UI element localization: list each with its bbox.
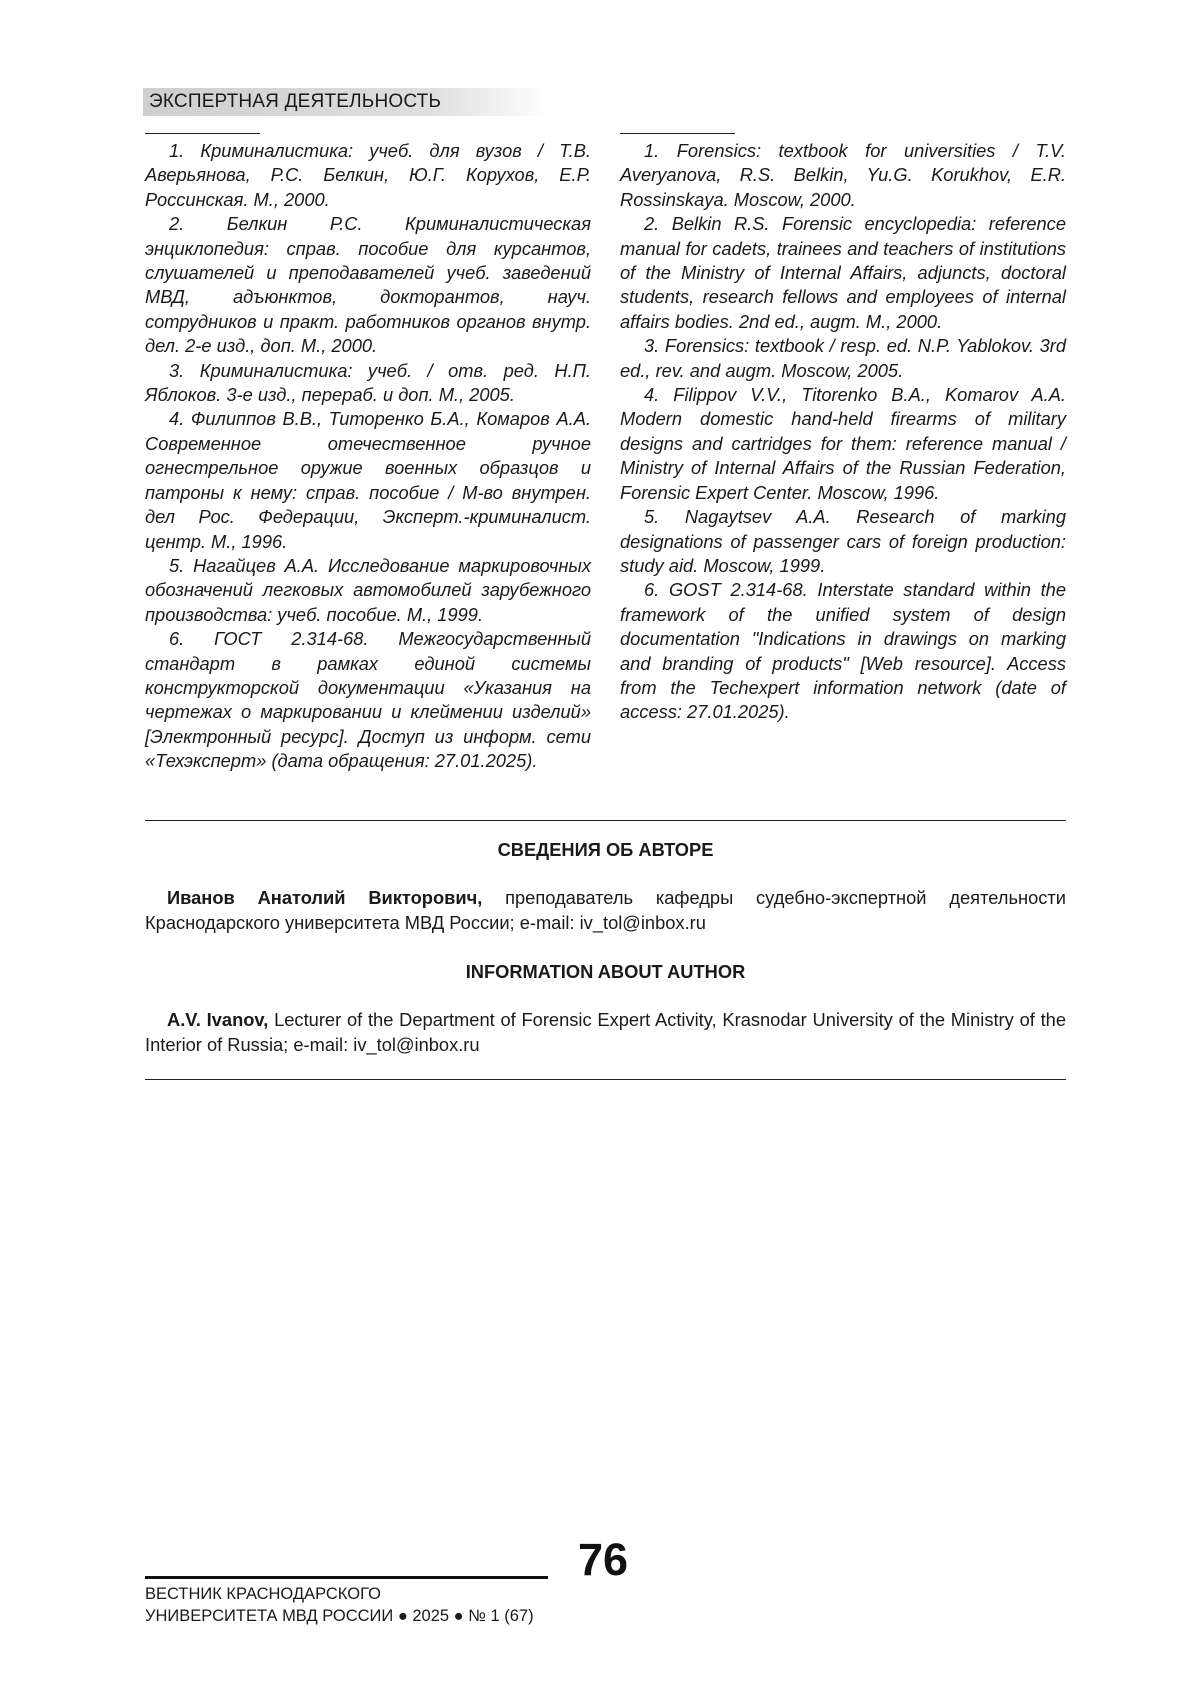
footer-rule xyxy=(145,1576,548,1579)
page-number: 76 xyxy=(578,1534,629,1585)
reference-item: 1. Forensics: textbook for universities / T.V. Averyanova, R.S. Belkin, Yu.G. Korukhov, E.R. Rossinskaya. Moscow, 2000. xyxy=(620,140,1066,210)
reference-item: 2. Белкин Р.С. Криминалистическая энциклопедия: справ. пособие для курсантов, слушателей и преподавателей учеб. заведений МВД, адъюнктов, докторантов, науч. сотрудников и практ. работников органов внутр. дел. 2-е изд., доп. М., 2000. xyxy=(145,213,591,357)
reference-item: 3. Криминалистика: учеб. / отв. ред. Н.П. Яблоков. 3-е изд., перераб. и доп. М., 2005. xyxy=(145,359,591,406)
author-description-russian xyxy=(145,886,1066,935)
author-details-russian: преподаватель кафедры судебно-экспертной деятельности Краснодарского университета МВД России; e-mail: iv_tol@inbox.ru xyxy=(145,887,1066,933)
reference-item: 6. ГОСТ 2.314-68. Межгосударственный стандарт в рамках единой системы конструкторской документации «Указания на чертежах о маркировании и клеймении изделий» [Электронный ресурс]. Доступ из информ. сети «Техэксперт» (дата обращения: 27.01.2025). xyxy=(145,628,591,772)
reference-item: 5. Нагайцев А.А. Исследование маркировочных обозначений легковых автомобилей зарубежного производства: учеб. пособие. М., 1999. xyxy=(145,554,591,625)
section-header xyxy=(143,88,548,116)
reference-item: 2. Belkin R.S. Forensic encyclopedia: reference manual for cadets, trainees and teachers of institutions of the Ministry of Internal Affairs, adjuncts, doctoral students, research fellows and employees of internal affairs bodies. 2nd ed., augm. M., 2000. xyxy=(620,213,1066,332)
reference-item: 4. Filippov V.V., Titorenko B.A., Komarov A.A. Modern domestic hand-held firearms of military designs and cartridges for them: reference manual / Ministry of Internal Affairs of the Russian Federation, Forensic Expert Center. Moscow, 1996. xyxy=(620,384,1066,503)
author-name-english: A.V. Ivanov, xyxy=(167,1009,269,1031)
author-name-russian: Иванов Анатолий Викторович, xyxy=(167,887,483,909)
author-section-bottom-rule xyxy=(145,1079,1066,1080)
author-info-english xyxy=(145,960,1066,1057)
author-heading-english: INFORMATION ABOUT AUTHOR xyxy=(465,961,746,982)
journal-name-line-2: УНИВЕРСИТЕТА МВД РОССИИ ● 2025 ● № 1 (67) xyxy=(145,1607,534,1625)
references-rule xyxy=(145,133,260,134)
author-heading-russian: СВЕДЕНИЯ ОБ АВТОРЕ xyxy=(497,839,714,860)
author-description-english xyxy=(145,1008,1066,1057)
references-russian xyxy=(145,133,591,774)
reference-item: 1. Криминалистика: учеб. для вузов / Т.В. Аверьянова, Р.С. Белкин, Ю.Г. Корухов, Е.Р. Россинская. М., 2000. xyxy=(145,140,591,210)
references-rule xyxy=(620,133,735,134)
author-section-top-rule xyxy=(145,820,1066,821)
reference-item: 3. Forensics: textbook / resp. ed. N.P. Yablokov. 3rd ed., rev. and augm. Moscow, 2005. xyxy=(620,335,1066,381)
reference-item: 4. Филиппов В.В., Титоренко Б.А., Комаров А.А. Современное отечественное ручное огнестрельное оружие военных образцов и патроны к нему: справ. пособие / М-во внутрен. дел Рос. Федерации, Эксперт.-криминалист. центр. М., 1996. xyxy=(145,408,591,552)
author-info-russian xyxy=(145,838,1066,935)
author-details-english: Lecturer of the Department of Forensic Expert Activity, Krasnodar University of the Ministry of the Interior of Russia; e-mail: iv_tol@inbox.ru xyxy=(145,1009,1067,1055)
journal-name xyxy=(145,1583,534,1627)
reference-item: 5. Nagaytsev A.A. Research of marking designations of passenger cars of foreign production: study aid. Moscow, 1999. xyxy=(620,506,1066,576)
reference-item: 6. GOST 2.314-68. Interstate standard within the framework of the unified system of design documentation "Indications in drawings on marking and branding of products" [Web resource]. Access from the Techexpert information network (date of access: 27.01.2025). xyxy=(620,579,1066,723)
references-english xyxy=(620,133,1066,725)
journal-name-line-1: ВЕСТНИК КРАСНОДАРСКОГО xyxy=(145,1585,381,1603)
section-title: ЭКСПЕРТНАЯ ДЕЯТЕЛЬНОСТЬ xyxy=(149,91,442,112)
